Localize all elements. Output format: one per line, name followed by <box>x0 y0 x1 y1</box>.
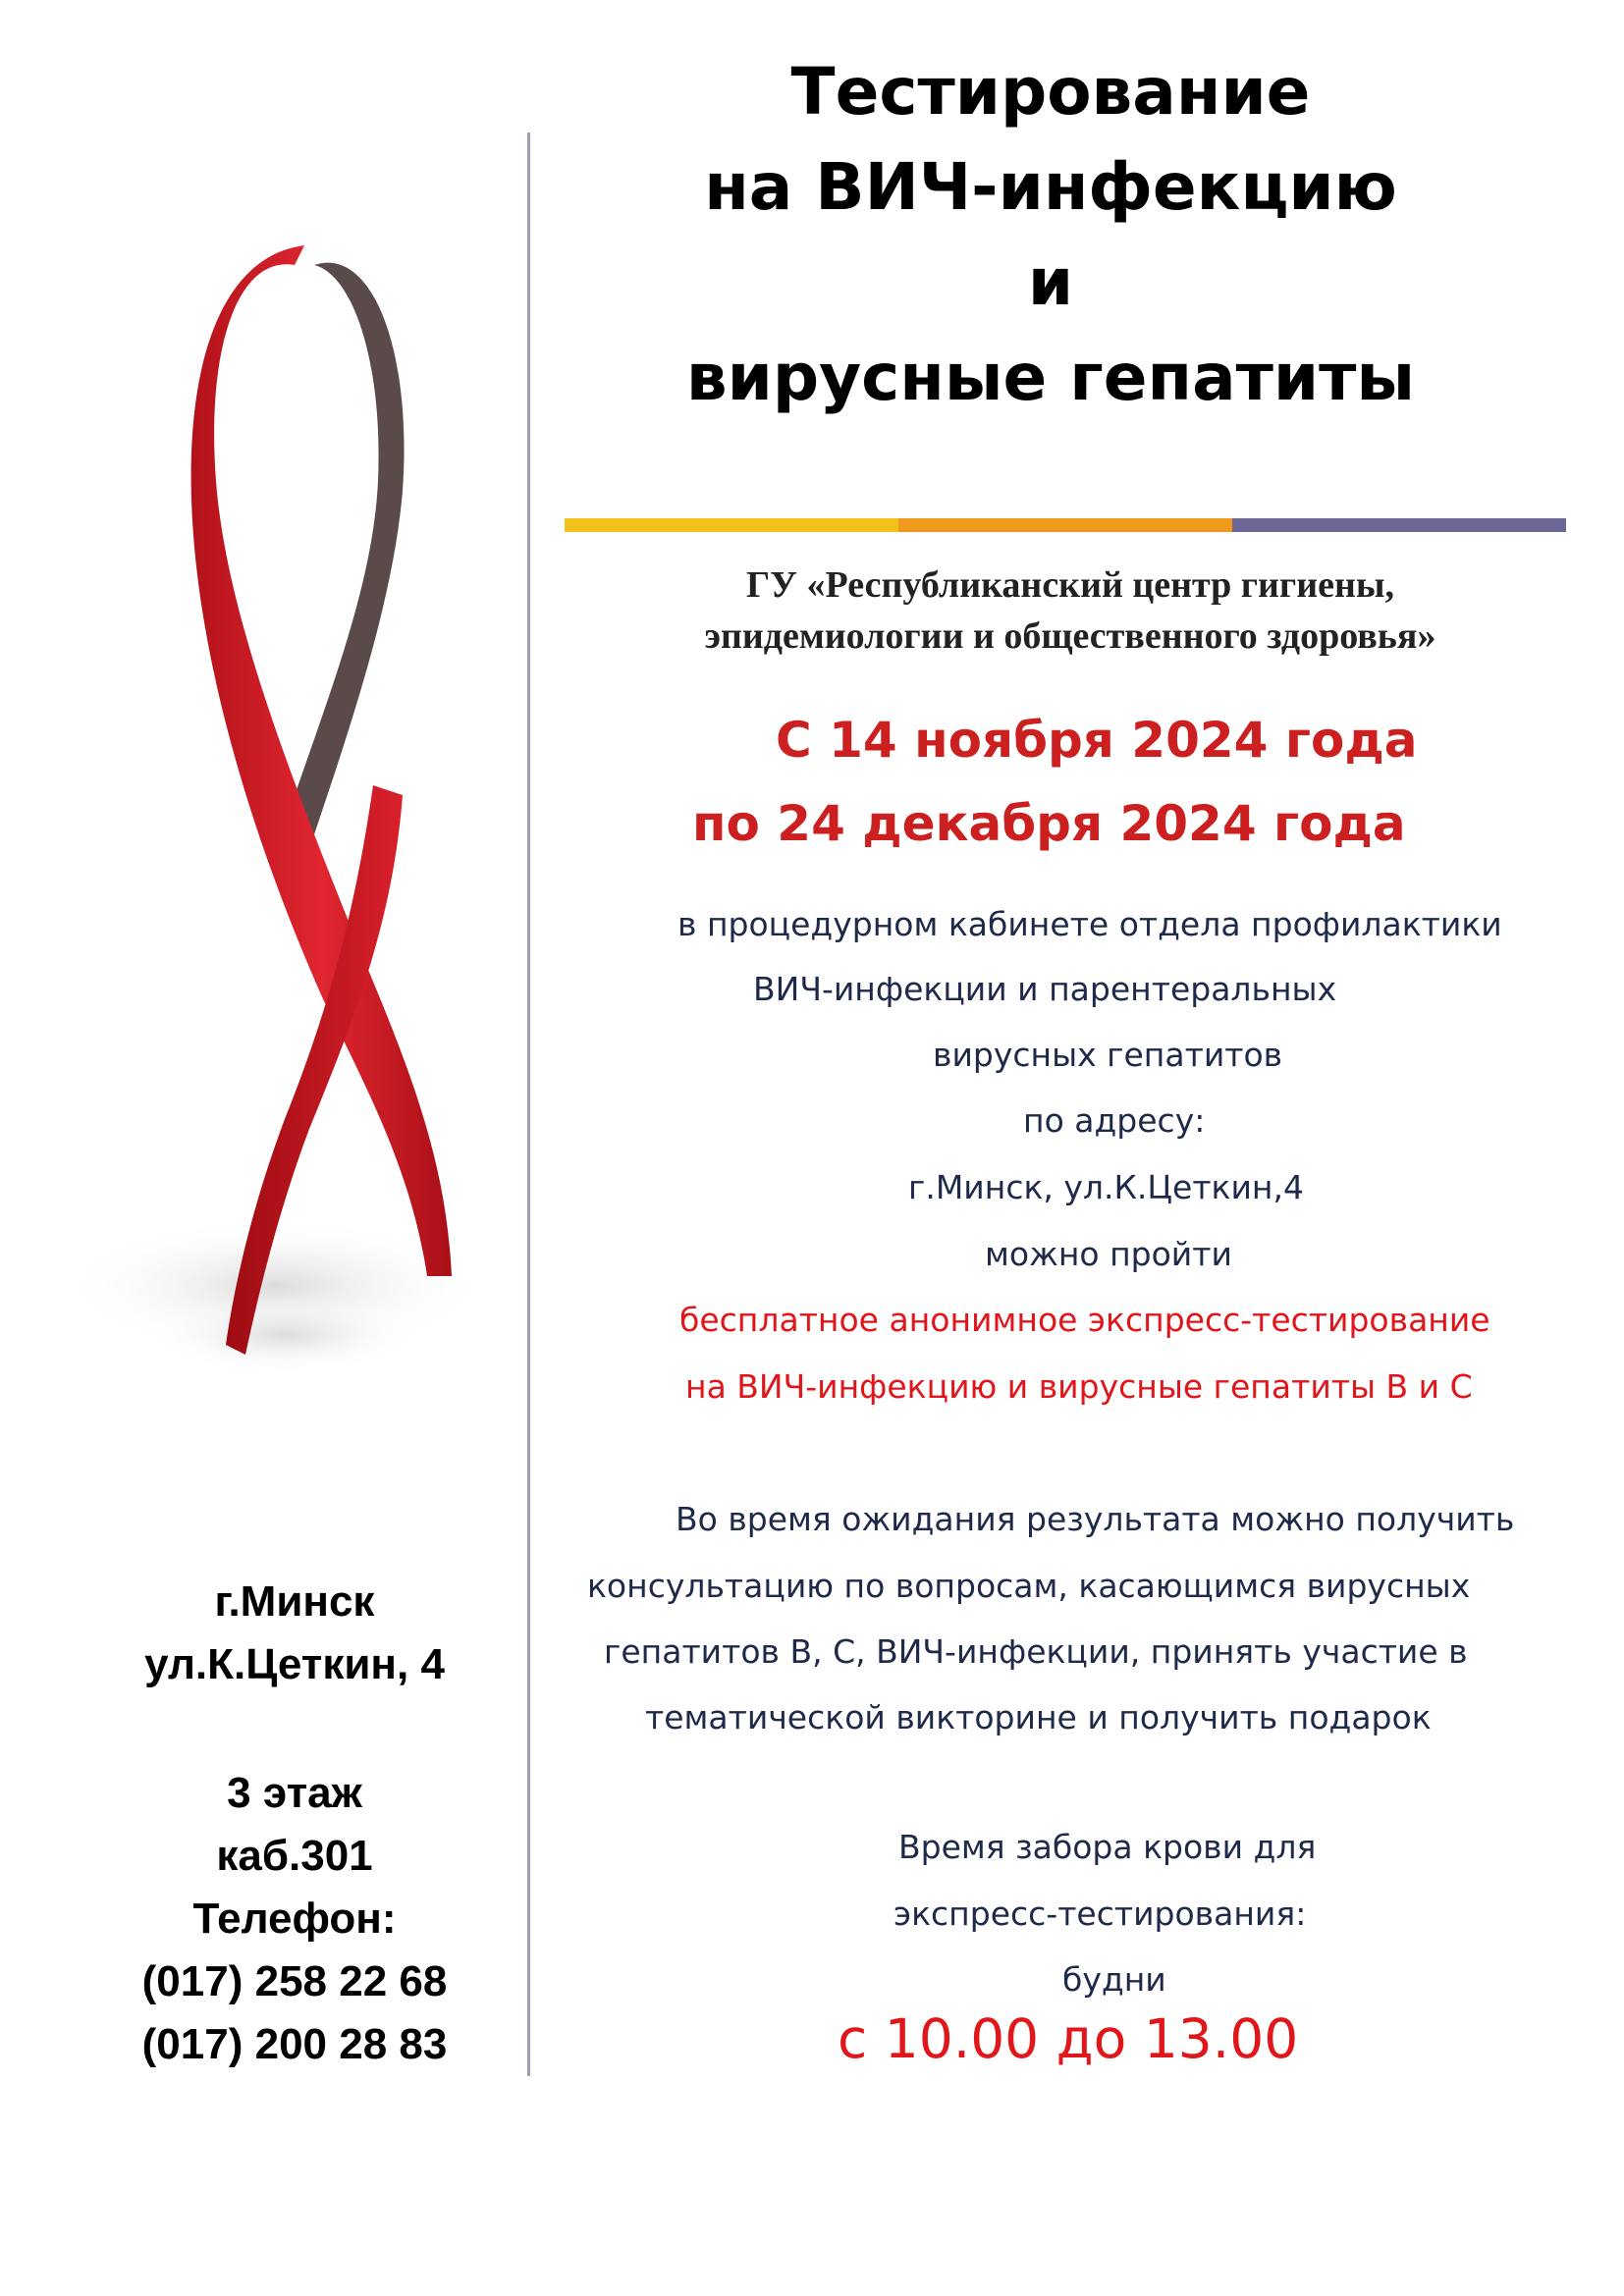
organization-line: эпидемиологии и общественного здоровья» <box>704 615 1436 657</box>
location-line: ВИЧ-инфекции и парентеральных <box>753 970 1337 1008</box>
contact-floor: 3 этаж <box>227 1769 362 1817</box>
vertical-divider <box>527 133 530 2076</box>
red-ribbon-image <box>79 236 520 1492</box>
contact-room: каб.301 <box>216 1832 373 1880</box>
location-address: г.Минск, ул.К.Цеткин,4 <box>908 1168 1304 1206</box>
location-line: вирусных гепатитов <box>933 1036 1283 1074</box>
location-line: по адресу: <box>1023 1101 1206 1140</box>
color-band-purple <box>1232 518 1566 532</box>
contact-city: г.Минск <box>214 1577 375 1626</box>
location-line: в процедурном кабинете отдела профилактики <box>677 905 1502 943</box>
consult-line: консультацию по вопросам, касающимся вирусных <box>587 1567 1471 1605</box>
schedule-line: экспресс-тестирования: <box>893 1895 1307 1933</box>
page-title <box>589 44 1512 425</box>
title-line: Тестирование <box>790 54 1311 130</box>
title-line: на ВИЧ-инфекцию <box>704 149 1397 225</box>
contact-details <box>88 1762 501 2076</box>
offer-line: на ВИЧ-инфекцию и вирусные гепатиты В и С <box>685 1367 1473 1406</box>
schedule-time: с 10.00 до 13.00 <box>838 2007 1299 2070</box>
date-to: по 24 декабря 2024 года <box>692 795 1406 852</box>
contact-street: ул.К.Цеткин, 4 <box>144 1640 445 1688</box>
color-band-orange <box>898 518 1232 532</box>
location-line: можно пройти <box>985 1235 1232 1273</box>
contact-phone-label: Телефон: <box>192 1895 397 1943</box>
schedule-line: Время забора крови для <box>898 1828 1317 1866</box>
color-band-yellow <box>565 518 898 532</box>
schedule-line: будни <box>1062 1960 1166 1999</box>
consult-line: Во время ожидания результата можно получить <box>676 1500 1515 1538</box>
contact-phone: (017) 258 22 68 <box>141 1957 448 2005</box>
offer-line: бесплатное анонимное экспресс-тестирование <box>679 1301 1490 1339</box>
contact-phone: (017) 200 28 83 <box>141 2020 448 2068</box>
title-line: и <box>1027 244 1074 320</box>
organization-line: ГУ «Республиканский центр гигиены, <box>745 564 1395 606</box>
title-line: вирусные гепатиты <box>685 340 1416 415</box>
organization-name <box>550 560 1591 662</box>
consult-line: тематической викторине и получить подарок <box>645 1698 1432 1736</box>
date-from: С 14 ноября 2024 года <box>776 712 1418 769</box>
contact-address <box>88 1571 501 1696</box>
consult-line: гепатитов В, С, ВИЧ-инфекции, принять участие в <box>604 1632 1468 1671</box>
